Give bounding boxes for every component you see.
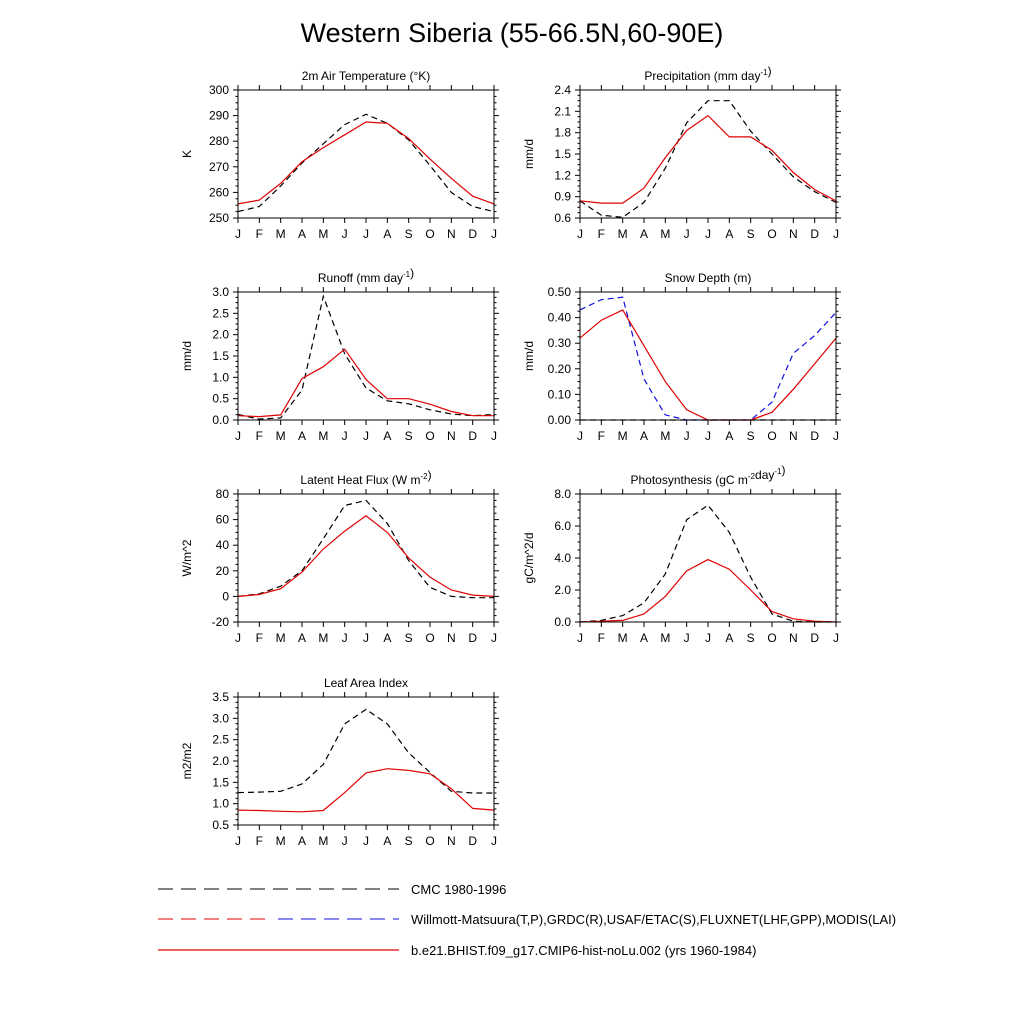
series-line-obs — [580, 101, 836, 218]
series-line-obs — [238, 709, 494, 793]
x-tick-label: N — [446, 631, 456, 645]
x-tick-label: M — [275, 227, 286, 241]
series-line-model — [238, 349, 494, 416]
x-tick-label: J — [363, 834, 369, 848]
legend-item-2 — [158, 912, 896, 927]
y-tick-label: 1.0 — [212, 796, 229, 811]
x-tick-label: D — [468, 429, 478, 443]
x-tick-label: O — [767, 227, 777, 241]
y-tick-label: 2.0 — [212, 327, 229, 342]
x-tick-label: D — [468, 227, 478, 241]
x-tick-label: A — [639, 429, 649, 443]
x-tick-label: A — [383, 429, 392, 443]
x-tick-label: O — [425, 834, 435, 848]
x-tick-label: J — [341, 429, 348, 443]
chart-panel-7 — [180, 676, 499, 848]
x-tick-label: J — [363, 631, 369, 645]
x-tick-label: O — [425, 227, 435, 241]
x-tick-label: J — [705, 429, 711, 443]
y-tick-label: 60 — [215, 512, 229, 527]
y-tick-label: 3.0 — [212, 285, 229, 299]
x-tick-label: A — [725, 631, 734, 645]
y-tick-label: 8.0 — [554, 487, 571, 501]
y-tick-label: 270 — [208, 159, 229, 174]
x-tick-label: F — [255, 834, 264, 848]
x-tick-label: A — [383, 631, 392, 645]
y-tick-label: 2.0 — [212, 754, 229, 768]
chart-panel-6 — [522, 463, 841, 645]
x-tick-label: J — [363, 429, 369, 443]
chart-panel-2 — [522, 64, 841, 241]
series-line-model — [238, 769, 494, 812]
x-tick-label: J — [235, 631, 241, 645]
x-tick-label: J — [341, 631, 348, 645]
x-tick-label: A — [725, 227, 734, 241]
y-axis-label: K — [180, 149, 194, 159]
x-tick-label: A — [639, 227, 649, 241]
x-tick-label: J — [577, 429, 583, 443]
x-tick-label: A — [639, 631, 649, 645]
y-tick-label: 1.0 — [212, 370, 229, 385]
chart-title: Snow Depth (m) — [664, 271, 752, 285]
y-tick-label: 250 — [208, 211, 229, 225]
x-tick-label: M — [318, 631, 329, 645]
plot-frame — [580, 494, 836, 622]
series-line-model — [580, 560, 836, 622]
x-tick-label: O — [767, 429, 777, 443]
series-line-obs — [238, 296, 494, 419]
x-tick-label: D — [810, 429, 820, 443]
chart-title: 2m Air Temperature (°K) — [301, 69, 431, 83]
y-tick-label: 4.0 — [554, 551, 571, 565]
y-tick-label: 2.0 — [554, 583, 571, 597]
x-tick-label: D — [810, 631, 820, 645]
y-tick-label: 1.5 — [212, 349, 229, 363]
y-axis-label: mm/d — [522, 341, 536, 371]
x-tick-label: N — [788, 631, 798, 645]
x-tick-label: J — [491, 834, 497, 848]
y-tick-label: 0.50 — [547, 285, 571, 299]
y-axis-label: gC/m^2/d — [522, 532, 536, 584]
x-tick-label: N — [788, 227, 798, 241]
series-line-model — [238, 122, 494, 204]
x-tick-label: F — [255, 429, 264, 443]
y-tick-label: 2.1 — [554, 104, 571, 119]
plot-frame — [238, 292, 494, 420]
x-tick-label: A — [297, 631, 307, 645]
y-axis-label: W/m^2 — [180, 539, 194, 577]
legend-item-3 — [158, 943, 756, 958]
plot-frame — [238, 494, 494, 622]
x-tick-label: D — [468, 834, 478, 848]
plot-frame — [580, 292, 836, 420]
x-tick-label: J — [833, 227, 839, 241]
y-tick-label: 0.6 — [554, 211, 571, 225]
x-tick-label: A — [383, 834, 392, 848]
x-tick-label: A — [297, 834, 307, 848]
x-tick-label: J — [683, 429, 690, 443]
y-tick-label: 40 — [215, 538, 229, 553]
x-tick-label: D — [468, 631, 478, 645]
chart-title: Photosynthesis (gC $m^{-2}day^{-1}$) — [630, 463, 786, 487]
y-tick-label: 3.5 — [212, 690, 229, 704]
x-tick-label: M — [275, 631, 286, 645]
x-tick-label: S — [746, 227, 755, 241]
x-tick-label: S — [404, 631, 413, 645]
x-tick-label: J — [491, 631, 497, 645]
series-line-snow_obs — [580, 297, 836, 420]
x-tick-label: J — [705, 227, 711, 241]
series-line-model — [238, 516, 494, 597]
chart-title: Leaf Area Index — [323, 676, 409, 690]
y-tick-label: 0.0 — [554, 615, 571, 629]
y-tick-label: 0.5 — [212, 391, 229, 406]
x-tick-label: J — [491, 429, 497, 443]
x-tick-label: J — [235, 429, 241, 443]
series-line-obs — [238, 500, 494, 597]
y-tick-label: 0.30 — [547, 336, 571, 351]
x-tick-label: N — [446, 834, 456, 848]
y-tick-label: 3.0 — [212, 711, 229, 726]
x-tick-label: S — [404, 227, 413, 241]
chart-panel-4 — [522, 271, 841, 443]
x-tick-label: M — [318, 429, 329, 443]
x-tick-label: S — [746, 429, 755, 443]
y-tick-label: 0.20 — [547, 361, 571, 376]
panels — [180, 64, 841, 848]
x-tick-label: A — [725, 429, 734, 443]
x-tick-label: F — [597, 631, 606, 645]
y-tick-label: 80 — [215, 487, 229, 501]
y-tick-label: 1.8 — [554, 125, 571, 140]
chart-panel-5 — [180, 468, 499, 645]
x-tick-label: A — [383, 227, 392, 241]
plot-frame — [238, 697, 494, 825]
legend — [158, 882, 896, 958]
legend-label: b.e21.BHIST.f09_g17.CMIP6-hist-noLu.002 (yrs 1960-1984) — [411, 943, 757, 958]
x-tick-label: O — [767, 631, 777, 645]
x-tick-label: J — [491, 227, 497, 241]
x-tick-label: M — [318, 834, 329, 848]
x-tick-label: F — [255, 227, 264, 241]
x-tick-label: M — [617, 429, 628, 443]
y-tick-label: 300 — [208, 83, 229, 97]
y-tick-label: 20 — [215, 563, 229, 578]
y-axis-label: mm/d — [522, 139, 536, 169]
y-tick-label: 260 — [208, 185, 229, 200]
x-tick-label: M — [617, 631, 628, 645]
x-tick-label: J — [363, 227, 369, 241]
x-tick-label: J — [577, 631, 583, 645]
y-tick-label: 0.9 — [554, 189, 571, 204]
x-tick-label: M — [275, 429, 286, 443]
legend-label: CMC 1980-1996 — [411, 882, 507, 897]
y-tick-label: 1.5 — [212, 775, 229, 790]
x-tick-label: M — [275, 834, 286, 848]
y-tick-label: 1.5 — [554, 147, 571, 161]
x-tick-label: N — [788, 429, 798, 443]
x-tick-label: S — [404, 429, 413, 443]
series-line-model — [580, 116, 836, 204]
y-tick-label: 0 — [222, 589, 229, 604]
y-tick-label: 0.5 — [212, 818, 229, 832]
y-tick-label: 1.2 — [554, 168, 571, 183]
x-tick-label: M — [318, 227, 329, 241]
x-tick-label: F — [597, 429, 606, 443]
chart-title: Precipitation (mm day$^{-1}$) — [644, 64, 772, 83]
x-tick-label: J — [705, 631, 711, 645]
x-tick-label: M — [660, 429, 671, 443]
y-tick-label: 6.0 — [554, 519, 571, 533]
x-tick-label: J — [833, 429, 839, 443]
plot-frame — [580, 90, 836, 218]
series-line-obs — [580, 505, 836, 622]
x-tick-label: J — [577, 227, 583, 241]
x-tick-label: M — [660, 631, 671, 645]
legend-item-1 — [158, 882, 506, 897]
y-tick-label: 0.10 — [547, 387, 571, 402]
x-tick-label: S — [746, 631, 755, 645]
y-tick-label: 280 — [208, 134, 229, 149]
chart-title: Runoff (mm day$^{-1}$) — [317, 266, 415, 285]
x-tick-label: J — [341, 227, 348, 241]
x-tick-label: M — [617, 227, 628, 241]
x-tick-label: J — [235, 227, 241, 241]
chart-panel-3 — [180, 266, 499, 443]
x-tick-label: O — [425, 429, 435, 443]
x-tick-label: J — [833, 631, 839, 645]
x-tick-label: N — [446, 429, 456, 443]
x-tick-label: A — [297, 227, 307, 241]
y-axis-label: mm/d — [180, 341, 194, 371]
y-axis-label: m2/m2 — [180, 742, 194, 780]
x-tick-label: F — [597, 227, 606, 241]
x-tick-label: S — [404, 834, 413, 848]
x-tick-label: F — [255, 631, 264, 645]
y-tick-label: 2.5 — [212, 732, 229, 747]
x-tick-label: J — [235, 834, 241, 848]
y-tick-label: 290 — [208, 108, 229, 123]
y-tick-label: 2.4 — [554, 83, 571, 97]
series-line-model — [580, 310, 836, 420]
x-tick-label: O — [425, 631, 435, 645]
y-tick-label: 0.00 — [547, 413, 571, 427]
x-tick-label: N — [446, 227, 456, 241]
x-tick-label: J — [683, 631, 690, 645]
y-tick-label: 0.0 — [212, 413, 229, 427]
y-tick-label: -20 — [211, 615, 229, 629]
plot-frame — [238, 90, 494, 218]
series-line-obs — [238, 114, 494, 211]
y-tick-label: 0.40 — [547, 310, 571, 325]
y-tick-label: 2.5 — [212, 306, 229, 321]
page-title: Western Siberia (55-66.5N,60-90E) — [300, 18, 724, 48]
x-tick-label: D — [810, 227, 820, 241]
x-tick-label: A — [297, 429, 307, 443]
chart-panel-1 — [180, 69, 499, 241]
chart-title: Latent Heat Flux (W $m^{-2}$) — [300, 468, 432, 487]
x-tick-label: J — [683, 227, 690, 241]
x-tick-label: M — [660, 227, 671, 241]
x-tick-label: J — [341, 834, 348, 848]
legend-label: Willmott-Matsuura(T,P),GRDC(R),USAF/ETAC(S),FLUXNET(LHF,GPP),MODIS(LAI) — [411, 912, 897, 927]
